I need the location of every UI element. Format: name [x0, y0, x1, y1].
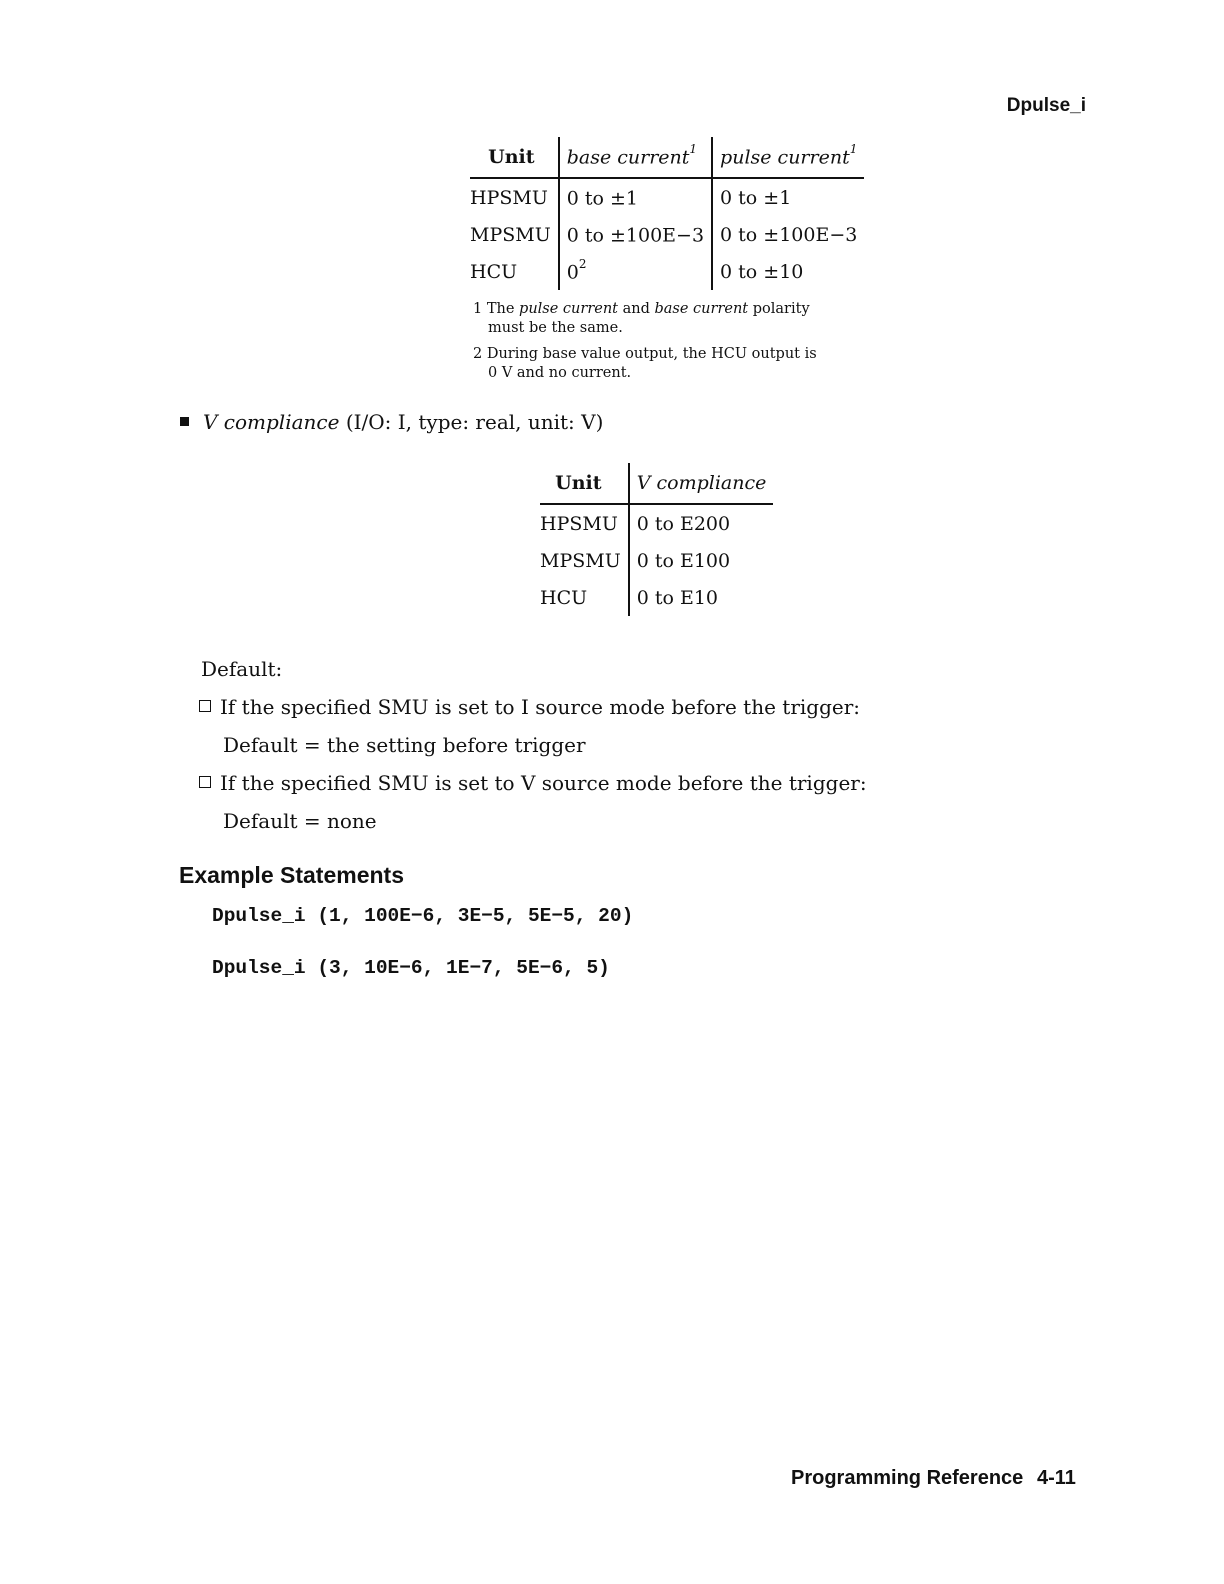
base-cell: 0 to ±1	[559, 178, 712, 216]
unit-header: Unit	[540, 463, 629, 504]
example-statement: Dpulse_i (1, 100E−6, 3E−5, 5E−5, 20)	[212, 905, 634, 927]
table-row	[470, 216, 864, 253]
footnote-2: 2 During base value output, the HCU output is 0 V and no current.	[473, 346, 817, 381]
footnote-1: 1 The pulse current and base current polarity must be the same.	[473, 301, 810, 336]
default-label: Default:	[201, 657, 283, 681]
default-condition-2: If the specified SMU is set to V source mode before the trigger:	[199, 771, 867, 795]
page-number: 4-11	[1037, 1467, 1076, 1489]
unit-cell: HPSMU	[540, 512, 618, 535]
section-title: Example Statements	[179, 862, 404, 888]
unit-cell: HCU	[540, 586, 588, 609]
v-compliance-table	[540, 463, 773, 616]
unit-cell: MPSMU	[540, 549, 621, 572]
table-row	[540, 579, 773, 616]
value-cell: 0 to E10	[629, 579, 774, 616]
base-cell: $0^2$	[559, 253, 712, 290]
table-row	[540, 504, 773, 542]
pulse-cell: 0 to ±10	[712, 253, 864, 290]
running-head: Dpulse_i	[1006, 95, 1086, 116]
table-row	[470, 253, 864, 290]
default-value-2: Default = none	[223, 809, 377, 833]
table-header-row	[470, 137, 864, 178]
parameter-name: V compliance	[203, 410, 340, 434]
value-cell: 0 to E200	[629, 504, 774, 542]
hollow-square-bullet-icon	[199, 776, 211, 788]
unit-cell: MPSMU	[470, 223, 551, 246]
base-cell: 0 to ±100E−3	[559, 216, 712, 253]
v-compliance-header: V compliance	[629, 463, 774, 504]
footer-title: Programming Reference	[791, 1467, 1024, 1489]
parameter-description: (I/O: I, type: real, unit: V)	[345, 410, 604, 434]
parameter-line	[180, 410, 603, 434]
current-range-table	[470, 137, 864, 290]
hollow-square-bullet-icon	[199, 700, 211, 712]
square-bullet-icon	[180, 417, 189, 426]
pulse-current-header: pulse current$^1$	[712, 137, 864, 178]
pulse-cell: 0 to ±1	[712, 178, 864, 216]
default-value-1: Default = the setting before trigger	[223, 733, 586, 757]
table-row	[470, 178, 864, 216]
unit-cell: HCU	[470, 260, 518, 283]
default-condition-1: If the specified SMU is set to I source mode before the trigger:	[199, 695, 860, 719]
unit-header: Unit	[470, 137, 559, 178]
unit-cell: HPSMU	[470, 186, 548, 209]
table-footnotes	[473, 300, 823, 390]
value-cell: 0 to E100	[629, 542, 774, 579]
table-row	[540, 542, 773, 579]
example-statement: Dpulse_i (3, 10E−6, 1E−7, 5E−6, 5)	[212, 957, 610, 979]
base-current-header: base current$^1$	[559, 137, 712, 178]
pulse-cell: 0 to ±100E−3	[712, 216, 864, 253]
table-header-row	[540, 463, 773, 504]
